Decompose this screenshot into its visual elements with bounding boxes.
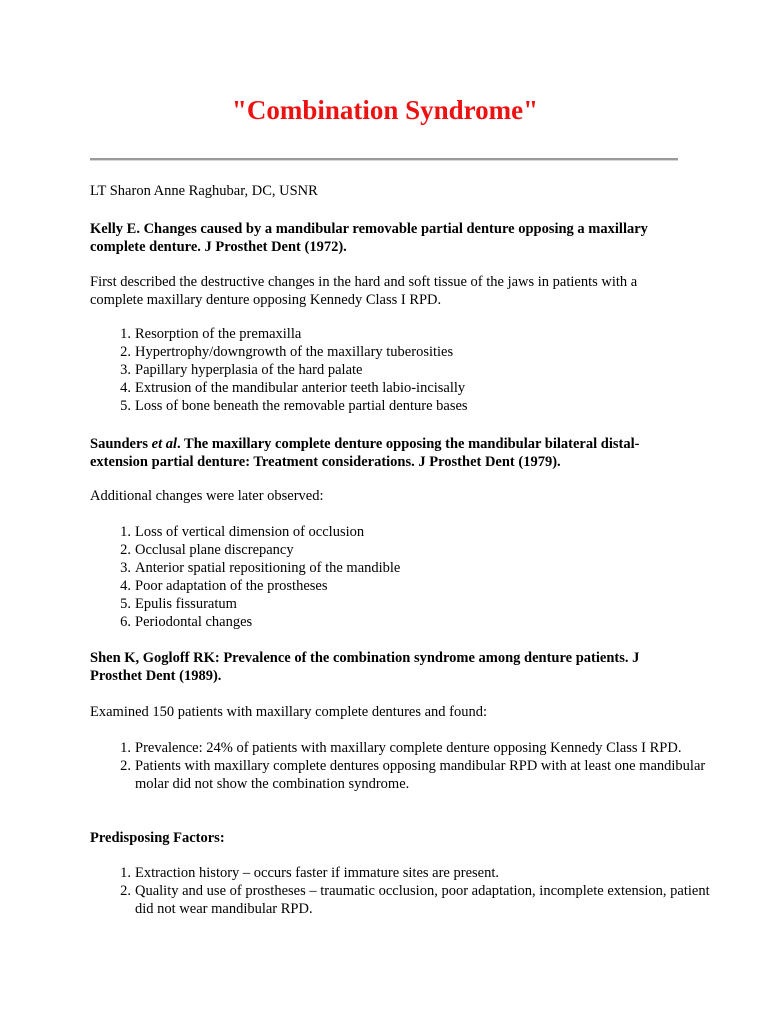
- list-item: [120, 541, 725, 559]
- list-item-text: Quality and use of prostheses – traumatic occlusion, poor adaptation, incomplete extension, patient did not wear mandibular RPD.: [135, 883, 710, 917]
- list-item-number: 3.: [120, 560, 131, 576]
- list-item-number: 5.: [120, 398, 131, 414]
- list-item-number: 2.: [120, 758, 131, 774]
- saunders-description: Additional changes were later observed:: [90, 488, 324, 504]
- list-item: [120, 343, 725, 361]
- list-item-text: Loss of vertical dimension of occlusion: [135, 524, 365, 540]
- list-item: [120, 379, 725, 397]
- list-item-text: Poor adaptation of the prostheses: [135, 578, 328, 594]
- list-item: [120, 882, 725, 918]
- list-item-number: 5.: [120, 596, 131, 612]
- reference-saunders-part2: . The maxillary complete denture opposing the mandibular bilateral distal-extension partial denture: Treatment considerations. J Prosthet Dent (1979).: [90, 436, 640, 470]
- list-item: [120, 739, 725, 757]
- author-line: LT Sharon Anne Raghubar, DC, USNR: [90, 183, 318, 199]
- list-item-text: Papillary hyperplasia of the hard palate: [135, 362, 363, 378]
- list-item-number: 4.: [120, 578, 131, 594]
- list-item-number: 1.: [120, 740, 131, 756]
- kelly-changes-list: [90, 325, 725, 415]
- list-item-text: Extrusion of the mandibular anterior teeth labio-incisally: [135, 380, 466, 396]
- list-item-number: 1.: [120, 524, 131, 540]
- list-item-text: Patients with maxillary complete dentures opposing mandibular RPD with at least one mandibular molar did not show the combination syndrome.: [135, 758, 706, 792]
- list-item-text: Loss of bone beneath the removable partial denture bases: [135, 398, 468, 414]
- reference-kelly-text: Kelly E. Changes caused by a mandibular removable partial denture opposing a maxillary complete denture. J Prosthet Dent (1972).: [90, 221, 648, 255]
- list-item-text: Extraction history – occurs faster if immature sites are present.: [135, 865, 499, 881]
- list-item: [120, 595, 725, 613]
- shen-findings-list: [90, 739, 725, 793]
- list-item-number: 4.: [120, 380, 131, 396]
- list-item-number: 2.: [120, 542, 131, 558]
- list-item-text: Epulis fissuratum: [135, 596, 237, 612]
- list-item: [120, 757, 725, 793]
- list-item: [120, 397, 725, 415]
- list-item-number: 1.: [120, 326, 131, 342]
- saunders-changes-list: [90, 523, 725, 631]
- list-item: [120, 361, 725, 379]
- predisposing-factors-list: [90, 864, 725, 918]
- list-item: [120, 577, 725, 595]
- list-item-number: 1.: [120, 865, 131, 881]
- horizontal-rule: [90, 158, 678, 161]
- reference-shen: Shen K, Gogloff RK: Prevalence of the combination syndrome among denture patients. J Prosthet Dent (1989).: [90, 650, 640, 684]
- document-title: "Combination Syndrome": [231, 95, 539, 125]
- list-item: [120, 523, 725, 541]
- predisposing-heading: Predisposing Factors:: [90, 830, 225, 846]
- list-item: [120, 325, 725, 343]
- kelly-description: First described the destructive changes in the hard and soft tissue of the jaws in patients with a complete maxillary denture opposing Kennedy Class I RPD.: [90, 274, 638, 308]
- list-item-text: Occlusal plane discrepancy: [135, 542, 294, 558]
- list-item-text: Periodontal changes: [135, 614, 253, 630]
- reference-saunders-part1: Saunders: [90, 436, 152, 452]
- list-item-number: 3.: [120, 362, 131, 378]
- list-item: [120, 613, 725, 631]
- reference-kelly: [90, 220, 680, 256]
- list-item-number: 6.: [120, 614, 131, 630]
- list-item-number: 2.: [120, 883, 131, 899]
- shen-description: Examined 150 patients with maxillary complete dentures and found:: [90, 704, 488, 720]
- reference-saunders-italic: et al: [151, 436, 178, 452]
- list-item-text: Anterior spatial repositioning of the mandible: [135, 560, 401, 576]
- list-item: [120, 559, 725, 577]
- list-item: [120, 864, 725, 882]
- reference-saunders: [90, 435, 680, 471]
- list-item-number: 2.: [120, 344, 131, 360]
- list-item-text: Hypertrophy/downgrowth of the maxillary tuberosities: [135, 344, 454, 360]
- list-item-text: Resorption of the premaxilla: [135, 326, 302, 342]
- list-item-text: Prevalence: 24% of patients with maxillary complete denture opposing Kennedy Class I RPD.: [135, 740, 682, 756]
